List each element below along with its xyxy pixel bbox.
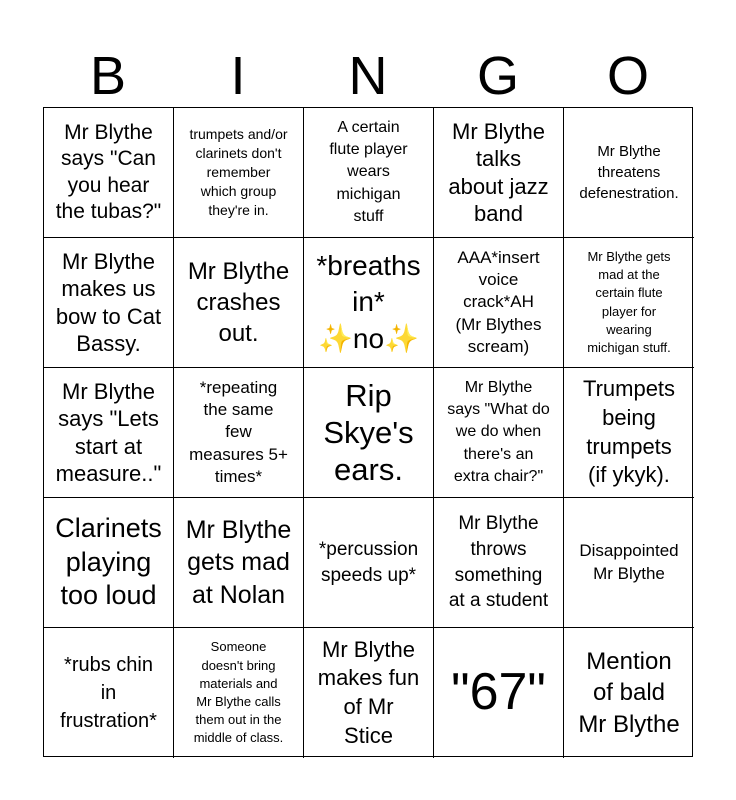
bingo-cell[interactable] <box>44 498 174 628</box>
cell-text: trumpets and/or clarinets don't remember which group they're in. <box>189 126 288 218</box>
cell-text: Mr Blythe says "What do we do when there's an extra chair?" <box>447 378 550 486</box>
cell-text: Someone doesn't bring materials and Mr Blythe calls them out in the middle of class. <box>193 639 284 746</box>
cell-text: Mr Blythe says "Lets start at measure.." <box>55 378 162 486</box>
cell-text: *rubs chin in frustration* <box>60 654 157 732</box>
bingo-cell[interactable] <box>174 238 304 368</box>
bingo-cell[interactable] <box>434 108 564 238</box>
bingo-cell[interactable] <box>564 628 694 758</box>
cell-text: Mr Blythe gets mad at Nolan <box>185 515 292 609</box>
bingo-cell[interactable] <box>174 498 304 628</box>
bingo-cell[interactable] <box>174 108 304 238</box>
cell-text: Rip Skye's ears. <box>323 377 414 488</box>
bingo-cell[interactable] <box>304 628 434 758</box>
bingo-cell[interactable] <box>434 368 564 498</box>
header-letter-o: O <box>606 46 649 106</box>
bingo-cell[interactable] <box>174 368 304 498</box>
bingo-cell[interactable] <box>564 368 694 498</box>
cell-text: Mr Blythe crashes out. <box>187 257 290 348</box>
cell-text: Mr Blythe gets mad at the certain flute player for wearing michigan stuff. <box>587 248 671 355</box>
header-letter-n: N <box>348 46 388 106</box>
bingo-cell[interactable] <box>304 238 434 368</box>
cell-text: Mr Blythe throws something at a student <box>448 513 549 612</box>
bingo-cell[interactable] <box>304 498 434 628</box>
bingo-grid <box>43 107 693 757</box>
cell-text: "67" <box>451 663 546 722</box>
bingo-cell[interactable] <box>44 628 174 758</box>
bingo-cell[interactable] <box>564 498 694 628</box>
cell-text: Clarinets playing too loud <box>55 512 162 611</box>
cell-text: Disappointed Mr Blythe <box>579 540 679 583</box>
cell-text: Mr Blythe threatens defenestration. <box>579 143 679 202</box>
cell-text: Mr Blythe talks about jazz band <box>448 118 549 226</box>
bingo-cell[interactable] <box>304 368 434 498</box>
cell-text: Mr Blythe says "Can you hear the tubas?" <box>55 121 162 223</box>
cell-text: Trumpets being trumpets (if ykyk). <box>582 376 676 488</box>
bingo-cell[interactable] <box>564 108 694 238</box>
bingo-cell[interactable] <box>44 108 174 238</box>
header-letter-b: B <box>89 46 127 106</box>
bingo-cell[interactable] <box>434 498 564 628</box>
bingo-cell[interactable] <box>564 238 694 368</box>
bingo-cell[interactable] <box>434 238 564 368</box>
cell-text: Mr Blythe makes fun of Mr Stice <box>317 636 420 748</box>
cell-text: Mr Blythe makes us bow to Cat Bassy. <box>55 248 162 356</box>
bingo-cell[interactable] <box>44 238 174 368</box>
header-letter-i: I <box>230 46 246 106</box>
cell-text: A certain flute player wears michigan stuff <box>329 118 408 226</box>
header-letter-g: G <box>476 46 519 106</box>
cell-text: AAA*insert voice crack*AH (Mr Blythes scream) <box>455 248 542 356</box>
cell-text: *breaths in* ✨no✨ <box>316 249 421 354</box>
bingo-cell[interactable] <box>434 628 564 758</box>
bingo-cell[interactable] <box>174 628 304 758</box>
cell-text: *percussion speeds up* <box>318 538 419 586</box>
cell-text: *repeating the same few measures 5+ times* <box>189 378 288 486</box>
bingo-header <box>43 44 693 108</box>
bingo-cell[interactable] <box>44 368 174 498</box>
bingo-cell[interactable] <box>304 108 434 238</box>
cell-text: Mention of bald Mr Blythe <box>578 648 680 738</box>
